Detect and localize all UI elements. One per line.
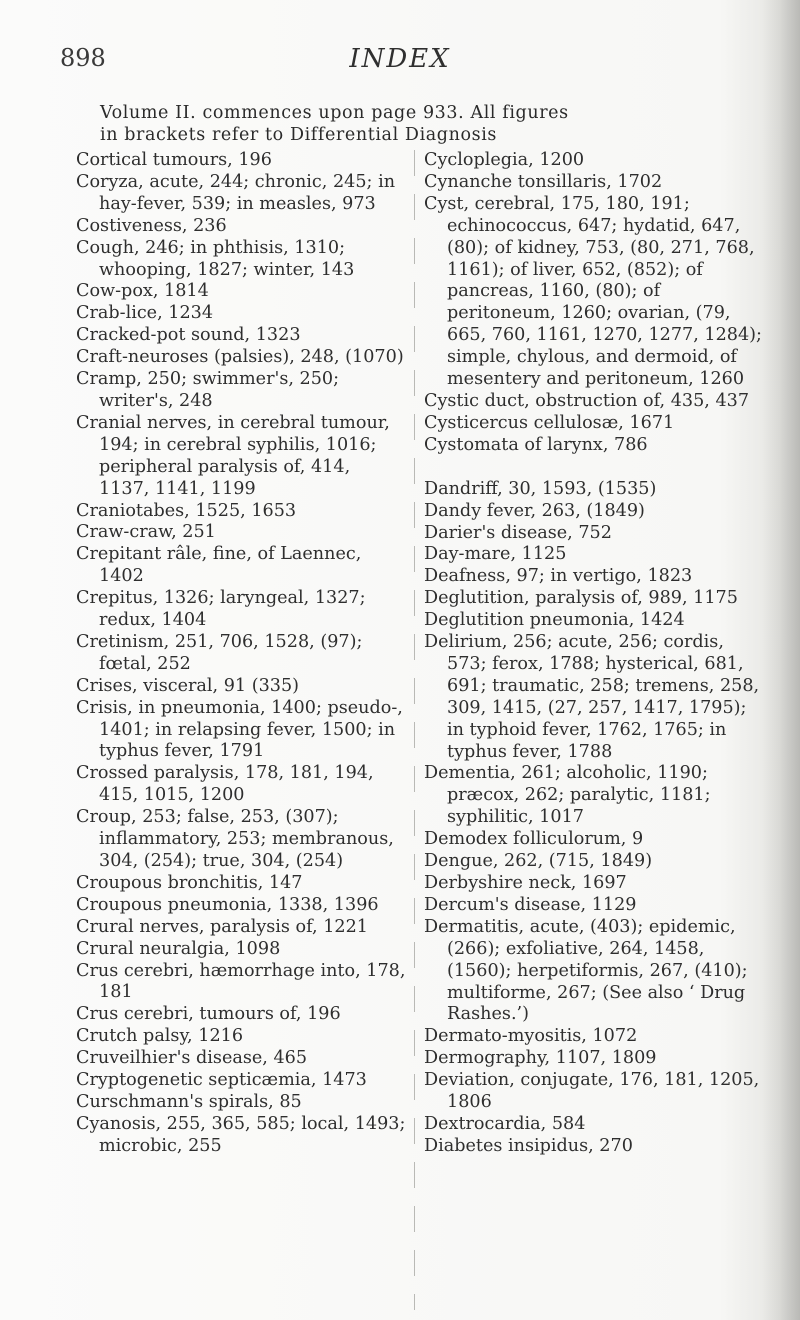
index-entry: Cracked-pot sound, 1323 [76,325,301,346]
volume-notice [100,102,720,146]
index-entry: Craft-neuroses (palsies), 248, (1070) [76,347,404,368]
index-entry: Deglutition pneumonia, 1424 [424,610,685,631]
index-entry: Cruveilhier's disease, 465 [76,1048,308,1069]
index-entry: Dermography, 1107, 1809 [424,1048,657,1069]
index-entry: Cyanosis, 255, 365, 585; local, 1493; microbic, 255 [76,1113,406,1156]
index-entry: Cysticercus cellulosæ, 1671 [424,412,675,433]
index-entry: Darier's disease, 752 [424,522,612,543]
index-entry: Cow-pox, 1814 [76,281,209,302]
index-entry: Cough, 246; in phthisis, 1310; whooping, 1827; winter, 143 [76,237,355,280]
index-entry: Croup, 253; false, 253, (307); inflammatory, 253; membranous, 304, (254); true, 304, (254) [76,807,394,871]
index-entry: Cortical tumours, 196 [76,150,272,170]
index-entry: Dandriff, 30, 1593, (1535) [424,478,657,499]
index-entry: Crisis, in pneumonia, 1400; pseudo-, 1401; in relapsing fever, 1500; in typhus fever, 1791 [76,697,403,762]
index-entry: Delirium, 256; acute, 256; cordis, 573; ferox, 1788; hysterical, 681, 691; traumatic, 258; tremens, 258, 309, 1415, (27, 257, 1417, 1795); in typhoid fever, 1762, 1765; in typhus fever, 1788 [424,632,760,762]
index-entry: Crural neuralgia, 1098 [76,938,281,959]
index-entry: Dengue, 262, (715, 1849) [424,851,653,872]
index-entry: Croupous bronchitis, 147 [76,872,303,893]
index-entry: Crossed paralysis, 178, 181, 194, 415, 1015, 1200 [76,763,374,806]
index-entry: Crises, visceral, 91 (335) [76,675,300,696]
index-entry: Crepitant râle, fine, of Laennec, 1402 [76,544,362,587]
index-entry: Dermatitis, acute, (403); epidemic, (266); exfoliative, 264, 1458, (1560); herpetiformis, 267, (410); multiforme, 267; (See also ‘ Drug Rashes.’) [424,916,748,1025]
index-entry: Crutch palsy, 1216 [76,1026,244,1047]
index-column-left [76,150,406,1158]
index-entry: Deviation, conjugate, 176, 181, 1205, 1806 [424,1070,760,1113]
index-entry: Cystic duct, obstruction of, 435, 437 [424,390,750,411]
index-entry: Cramp, 250; swimmer's, 250; writer's, 248 [76,369,340,411]
index-entry: Deafness, 97; in vertigo, 1823 [424,566,693,587]
index-entry: Cycloplegia, 1200 [424,150,585,170]
index-entry: Derbyshire neck, 1697 [424,873,627,893]
index-entry: Crural nerves, paralysis of, 1221 [76,916,368,937]
index-entry: Costiveness, 236 [76,215,227,236]
column-divider [414,150,415,1310]
index-entry: Demodex folliculorum, 9 [424,829,644,850]
index-entry: Cranial nerves, in cerebral tumour, 194; in cerebral syphilis, 1016; peripheral paralysis of, 414, 1137, 1141, 1199 [76,412,390,499]
index-entry: Craw-craw, 251 [76,522,216,543]
index-entry: Crab-lice, 1234 [76,303,214,324]
index-entry: Crepitus, 1326; laryngeal, 1327; redux, 1404 [76,588,366,631]
index-entry: Cretinism, 251, 706, 1528, (97); fœtal, 252 [76,631,363,674]
page-edge-shadow [762,0,800,1320]
index-entry: Crus cerebri, tumours of, 196 [76,1004,341,1025]
index-entry: Croupous pneumonia, 1338, 1396 [76,894,379,915]
index-entry: Day-mare, 1125 [424,544,567,565]
index-entry: Curschmann's spirals, 85 [76,1091,302,1112]
index-entry: Deglutition, paralysis of, 989, 1175 [424,588,738,609]
index-column-right [424,150,764,1158]
index-entry: Coryza, acute, 244; chronic, 245; in hay-fever, 539; in measles, 973 [76,171,396,214]
notice-line-2: in brackets refer to Differential Diagnosis [100,125,497,145]
index-entry: Crus cerebri, hæmorrhage into, 178, 181 [76,960,406,1003]
index-entry: Cyst, cerebral, 175, 180, 191; echinococcus, 647; hydatid, 647, (80); of kidney, 753, (80, 271, 768, 1161); of liver, 652, (852); of pancreas, 1160, (80); of peritoneum, 1260; ovarian, (79, 665, 760, 1161, 1270, 1277, 1284); simple, chylous, and dermoid, of mesentery and peritoneum, 1260 [424,193,762,390]
index-entry: Dermato-myositis, 1072 [424,1026,638,1047]
index-entry: Cystomata of larynx, 786 [424,434,648,455]
running-title: INDEX [349,44,451,74]
index-entry: Cryptogenetic septicæmia, 1473 [76,1070,367,1091]
index-entry: Cynanche tonsillaris, 1702 [424,171,663,192]
index-entry: Craniotabes, 1525, 1653 [76,500,297,521]
index-entry: Dementia, 261; alcoholic, 1190; præcox, 262; paralytic, 1181; syphilitic, 1017 [424,763,711,828]
index-entry: Diabetes insipidus, 270 [424,1135,633,1156]
index-entry: Dandy fever, 263, (1849) [424,500,645,521]
index-entry: Dextrocardia, 584 [424,1113,586,1134]
notice-line-1: Volume II. commences upon page 933. All figures [100,103,569,123]
page-number: 898 [60,44,106,72]
index-entry: Dercum's disease, 1129 [424,894,637,915]
page-header [60,44,700,84]
